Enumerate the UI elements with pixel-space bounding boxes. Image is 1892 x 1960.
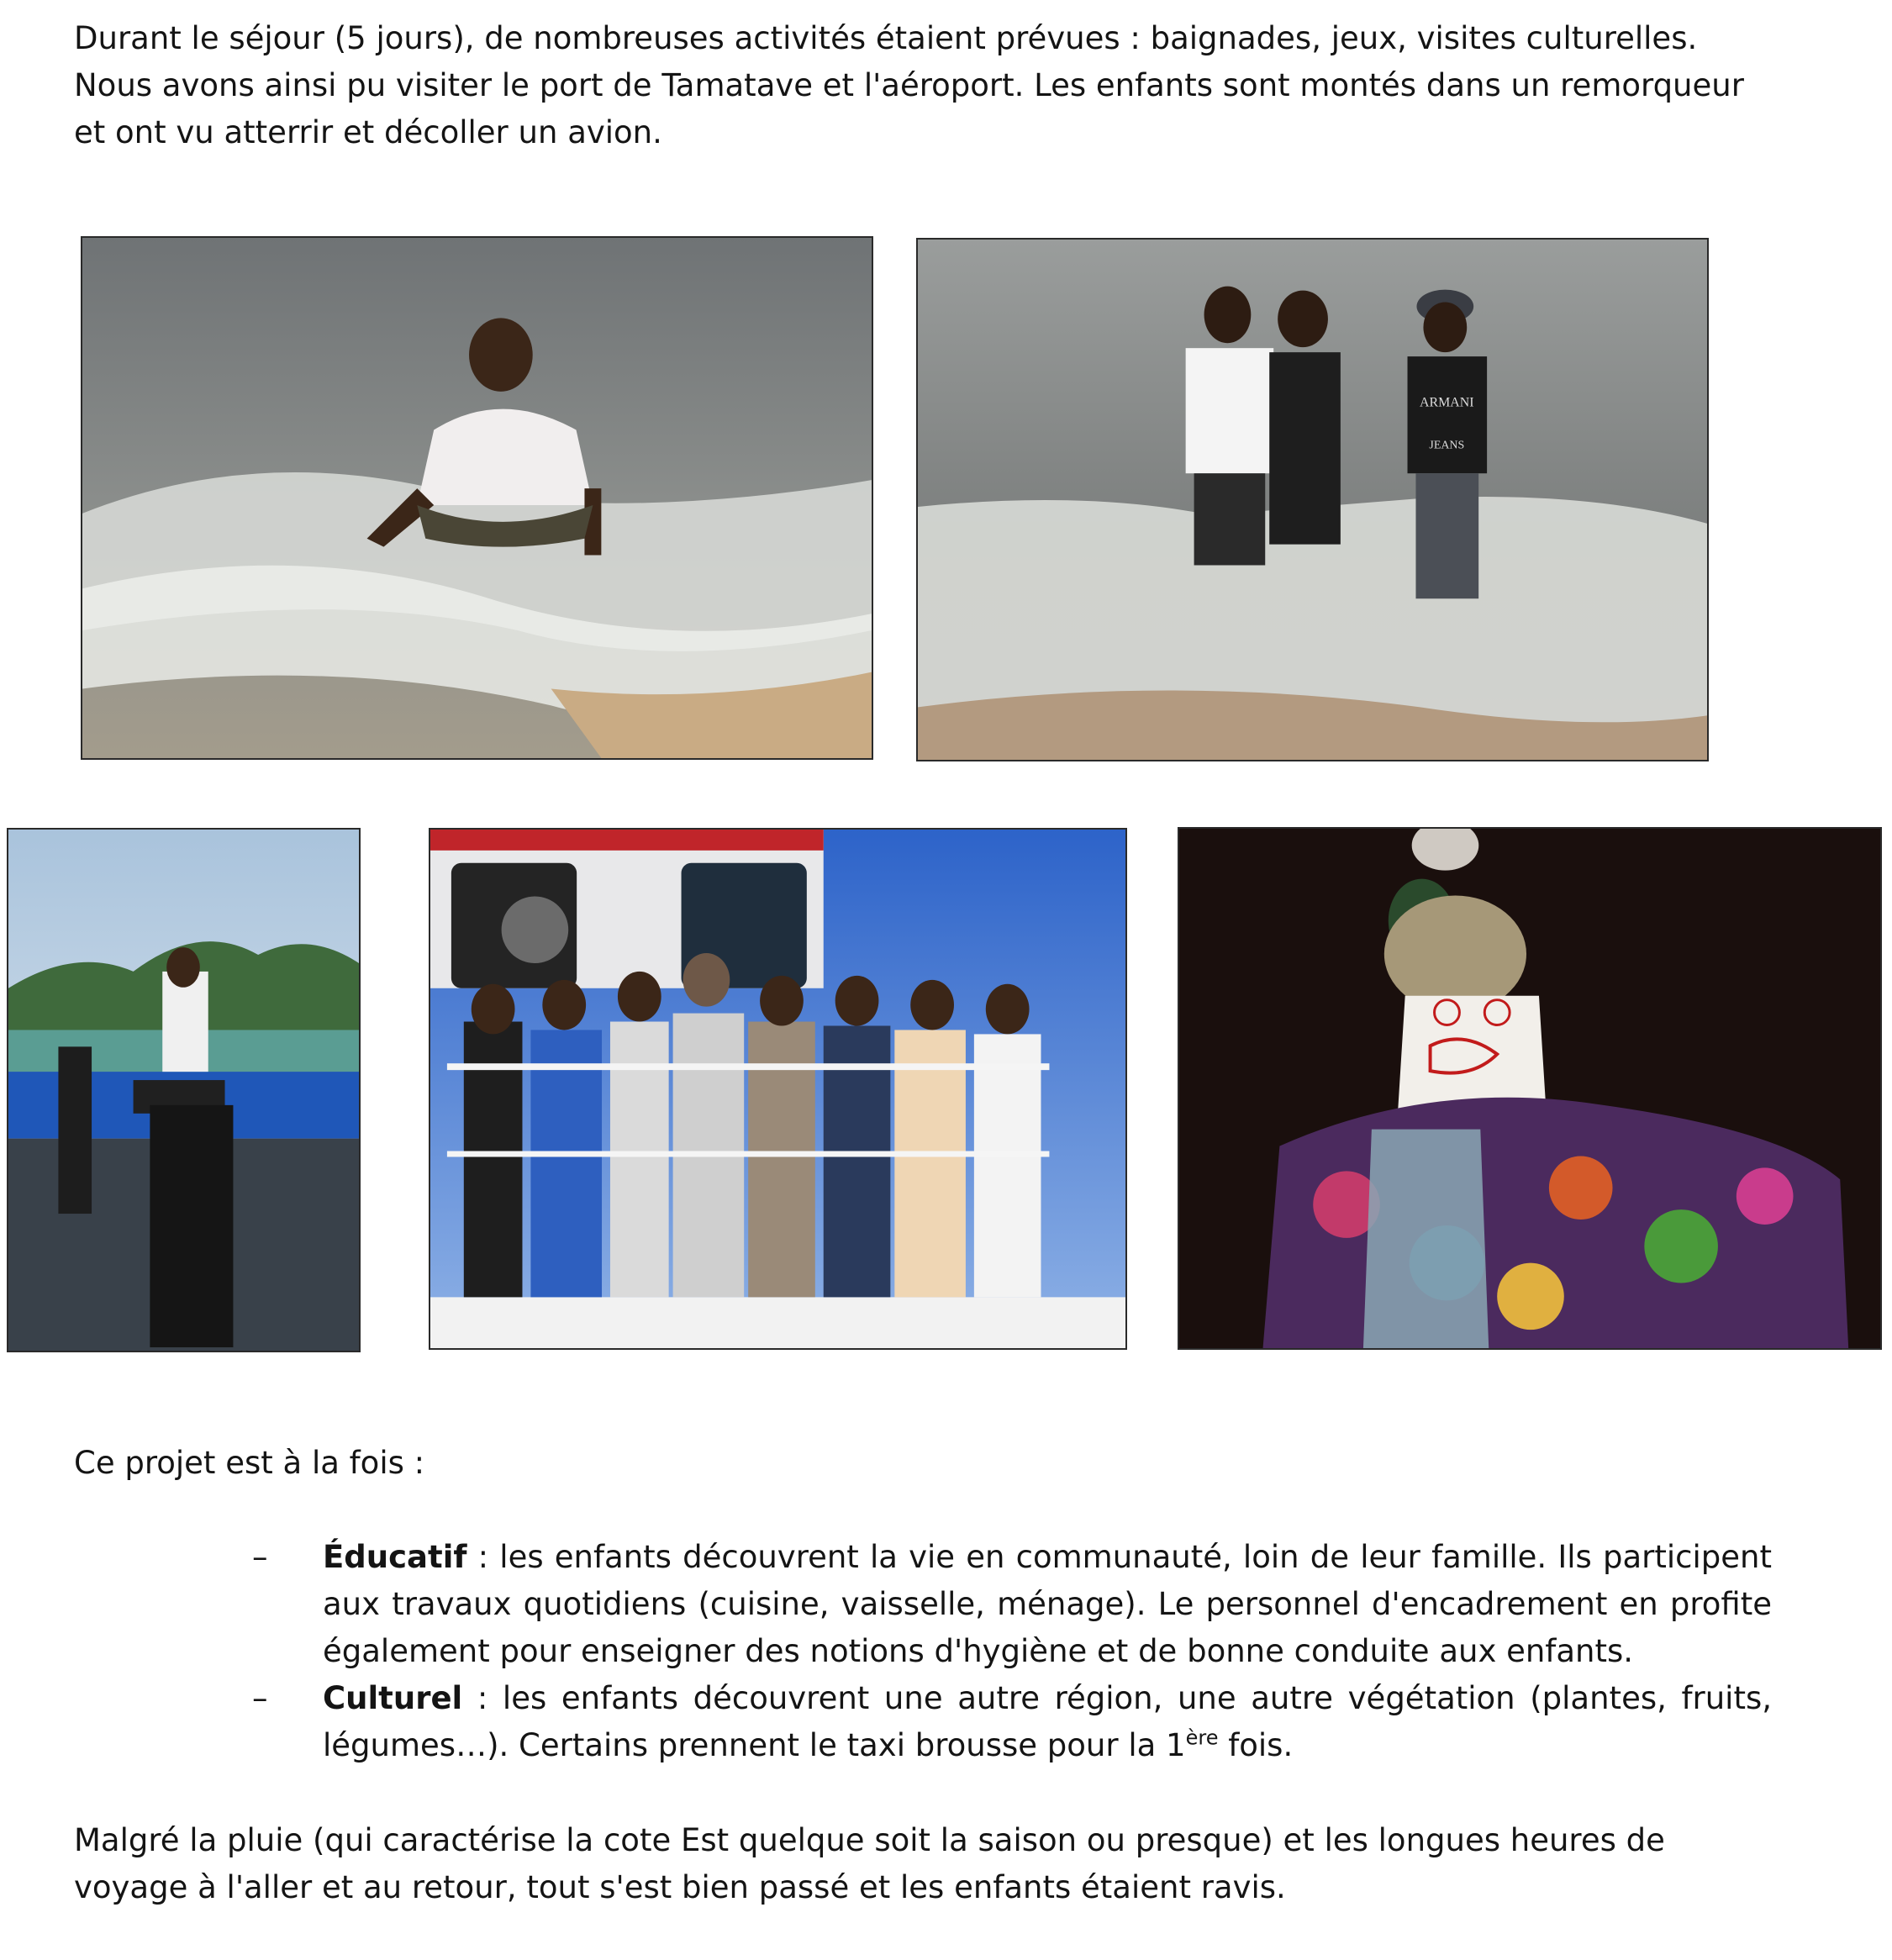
list-dash: –	[252, 1539, 268, 1575]
culturel-description-end: fois.	[1218, 1727, 1294, 1763]
list-dash: –	[252, 1680, 268, 1716]
superscript-ere: ère	[1185, 1726, 1219, 1750]
list-item-culturel	[252, 1675, 1772, 1769]
intro-paragraph	[74, 15, 1772, 156]
intro-line-2: Nous avons ainsi pu visiter le port de Tamatave et l'aéroport. Les enfants sont montés dans un remorqueur	[74, 67, 1744, 103]
intro-line-3: et ont vu atterrir et décoller un avion.	[74, 114, 662, 150]
photo-group-on-boat	[429, 828, 1127, 1350]
project-intro-line: Ce projet est à la fois :	[74, 1445, 425, 1481]
photo-boy-on-tugboat	[7, 828, 361, 1352]
tshirt-brand-text-2: JEANS	[1429, 439, 1465, 452]
project-aspects-list	[252, 1534, 1772, 1769]
intro-line-1: Durant le séjour (5 jours), de nombreuses activités étaient prévues : baignades, jeux, visites culturelles.	[74, 20, 1698, 56]
list-item-educatif	[252, 1534, 1772, 1675]
outro-paragraph: Malgré la pluie (qui caractérise la cote Est quelque soit la saison ou presque) et les longues heures de voyage à l'aller et au retour, tout s'est bien passé et les enfants étaient ravis.	[74, 1822, 1665, 1905]
term-culturel: Culturel	[323, 1680, 463, 1716]
educatif-description: : les enfants découvrent la vie en communauté, loin de leur famille. Ils participent aux travaux quotidiens (cuisine, vaisselle, ménage). Le personnel d'encadrement en profite également pour enseigner des notions d'hygiène et de bonne conduite aux enfants.	[323, 1539, 1772, 1669]
tshirt-brand-text-1: ARMANI	[1420, 395, 1474, 410]
term-educatif: Éducatif	[323, 1539, 467, 1575]
photo-boy-in-waves	[81, 236, 873, 760]
photo-three-kids-in-surf	[916, 238, 1709, 761]
photo-costume-figure	[1178, 827, 1882, 1350]
culturel-description: : les enfants découvrent une autre région, une autre végétation (plantes, fruits, légumes…). Certains prennent le taxi brousse pour la 1	[323, 1680, 1772, 1763]
